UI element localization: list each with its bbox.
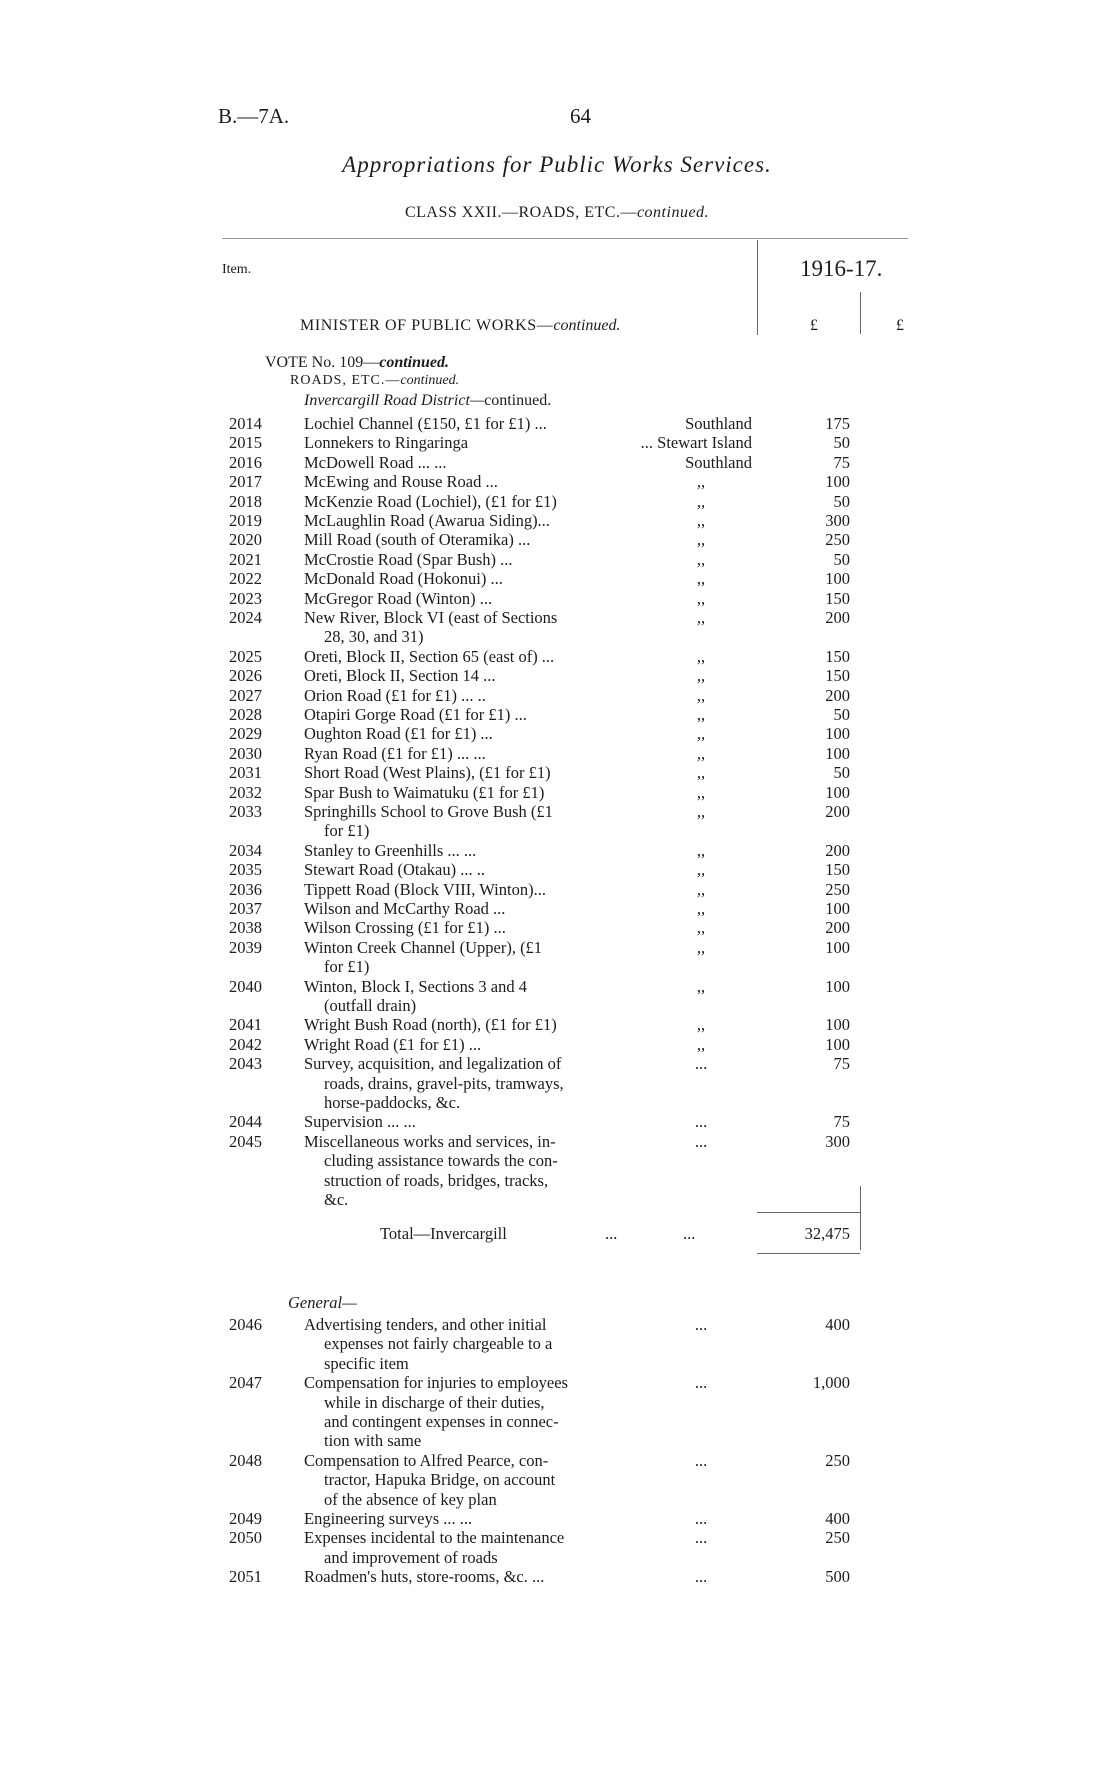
header-rule bbox=[222, 238, 908, 239]
item-amount: 75 bbox=[833, 1112, 850, 1132]
item-amount: 1,000 bbox=[812, 1373, 850, 1393]
item-description bbox=[304, 938, 626, 977]
item-amount: 175 bbox=[825, 414, 850, 433]
item-number: 2029 bbox=[229, 724, 262, 744]
item-description bbox=[304, 414, 626, 433]
item-place: ,, bbox=[696, 549, 706, 569]
item-description-line: Ryan Road (£1 for £1) ... ... bbox=[304, 743, 486, 763]
item-place: ... bbox=[694, 1315, 708, 1334]
item-number: 2041 bbox=[229, 1015, 262, 1035]
item-place: ... bbox=[694, 1450, 708, 1470]
item-place: ,, bbox=[696, 879, 706, 899]
item-number: 2017 bbox=[229, 472, 262, 492]
page-number: 64 bbox=[570, 104, 591, 128]
item-description bbox=[304, 724, 626, 743]
item-amount: 250 bbox=[825, 1528, 850, 1548]
document-code: B.—7A. bbox=[218, 104, 290, 128]
item-number: 2018 bbox=[229, 491, 262, 511]
item-description-line: McGregor Road (Winton) ... bbox=[304, 588, 493, 608]
item-place: ,, bbox=[696, 802, 706, 821]
item-description-line: Springhills School to Grove Bush (£1 bbox=[304, 802, 553, 821]
roads-heading bbox=[290, 373, 459, 389]
item-place: ... bbox=[694, 1112, 708, 1132]
item-place: ... bbox=[694, 1373, 708, 1393]
item-amount: 200 bbox=[825, 802, 850, 821]
item-description bbox=[304, 744, 626, 763]
item-place: ,, bbox=[696, 724, 706, 744]
item-description-line: McKenzie Road (Lochiel), (£1 for £1) bbox=[304, 491, 557, 511]
item-description bbox=[304, 530, 626, 549]
item-number: 2047 bbox=[229, 1373, 262, 1393]
item-description-line: Wright Bush Road (north), (£1 for £1) bbox=[304, 1015, 557, 1035]
item-description-line: Compensation to Alfred Pearce, con- bbox=[304, 1450, 549, 1470]
item-amount: 50 bbox=[833, 705, 850, 724]
item-number: 2039 bbox=[229, 937, 262, 957]
item-number: 2043 bbox=[229, 1054, 262, 1074]
item-amount: 400 bbox=[825, 1509, 850, 1528]
year-column-header: 1916-17. bbox=[800, 256, 883, 281]
item-description-line: Winton, Block I, Sections 3 and 4 bbox=[304, 976, 527, 996]
item-description bbox=[304, 433, 626, 452]
item-amount: 100 bbox=[825, 724, 850, 744]
item-description-line: McEwing and Rouse Road ... bbox=[304, 472, 498, 492]
item-description bbox=[304, 802, 626, 841]
item-description bbox=[304, 1567, 626, 1586]
item-place: ,, bbox=[696, 511, 706, 530]
item-place: ,, bbox=[696, 763, 706, 783]
item-description bbox=[304, 589, 626, 608]
vote-label: VOTE No. 109— bbox=[265, 354, 380, 371]
item-number: 2031 bbox=[229, 763, 262, 783]
item-place: ,, bbox=[696, 530, 706, 550]
item-description-line: struction of roads, bridges, tracks, bbox=[324, 1170, 549, 1190]
item-description bbox=[304, 550, 626, 569]
page-title: Appropriations for Public Works Services. bbox=[342, 152, 772, 177]
item-number: 2015 bbox=[229, 433, 262, 453]
total-rule-top bbox=[757, 1212, 860, 1213]
item-amount: 100 bbox=[825, 937, 850, 957]
item-description-line: McCrostie Road (Spar Bush) ... bbox=[304, 549, 513, 569]
item-place: ... bbox=[694, 1131, 708, 1151]
item-description-line: horse-paddocks, &c. bbox=[324, 1093, 461, 1112]
item-place: ... bbox=[694, 1528, 708, 1548]
item-description bbox=[304, 647, 626, 666]
total-dots: ... bbox=[683, 1224, 696, 1243]
item-number: 2023 bbox=[229, 588, 262, 608]
item-place: ,, bbox=[696, 1015, 706, 1035]
item-amount: 150 bbox=[825, 666, 850, 686]
item-place: ,, bbox=[696, 918, 706, 938]
vote-heading bbox=[265, 354, 449, 372]
item-description bbox=[304, 1528, 626, 1567]
pound-column-1: £ bbox=[810, 317, 818, 334]
item-description-line: McDonald Road (Hokonui) ... bbox=[304, 569, 503, 589]
item-place: ,, bbox=[696, 840, 706, 860]
item-amount: 300 bbox=[825, 511, 850, 530]
item-description bbox=[304, 569, 626, 588]
item-amount: 75 bbox=[833, 1054, 850, 1074]
item-number: 2048 bbox=[229, 1450, 262, 1470]
item-description-line: Expenses incidental to the maintenance bbox=[304, 1528, 565, 1548]
item-amount: 75 bbox=[833, 452, 850, 472]
item-place: Southland bbox=[685, 452, 752, 472]
item-description-line: 28, 30, and 31) bbox=[324, 627, 424, 647]
item-place: ,, bbox=[696, 743, 706, 763]
total-amount: 32,475 bbox=[804, 1224, 850, 1243]
item-number: 2020 bbox=[229, 530, 262, 550]
item-place: ,, bbox=[696, 899, 706, 918]
item-amount: 100 bbox=[825, 1015, 850, 1035]
item-place: ... bbox=[694, 1054, 708, 1074]
item-place: ,, bbox=[696, 937, 706, 957]
item-description bbox=[304, 1315, 626, 1373]
item-place: ,, bbox=[696, 491, 706, 511]
item-description bbox=[304, 841, 626, 860]
item-description-line: Wright Road (£1 for £1) ... bbox=[304, 1034, 482, 1054]
minister-heading-main: MINISTER OF PUBLIC WORKS— bbox=[300, 317, 554, 334]
item-description bbox=[304, 511, 626, 530]
item-amount: 50 bbox=[833, 491, 850, 511]
general-heading: General— bbox=[288, 1293, 357, 1312]
class-title bbox=[0, 204, 1114, 222]
item-number: 2028 bbox=[229, 705, 262, 724]
item-number: 2022 bbox=[229, 569, 262, 589]
item-column-header: Item. bbox=[222, 262, 252, 277]
item-amount: 250 bbox=[825, 879, 850, 899]
item-number: 2021 bbox=[229, 549, 262, 569]
minister-heading-continued: continued. bbox=[553, 317, 621, 334]
roads-label: ROADS, ETC.— bbox=[290, 373, 401, 388]
item-description-line: tractor, Hapuka Bridge, on account bbox=[324, 1470, 556, 1490]
district-heading bbox=[304, 392, 551, 410]
item-description bbox=[304, 880, 626, 899]
item-description-line: Advertising tenders, and other initial bbox=[304, 1315, 547, 1334]
vote-continued: continued. bbox=[379, 354, 450, 371]
item-place: ,, bbox=[696, 685, 706, 705]
total-rule-bottom bbox=[757, 1253, 860, 1254]
item-amount: 150 bbox=[825, 860, 850, 880]
item-amount: 50 bbox=[833, 549, 850, 569]
item-description-line: while in discharge of their duties, bbox=[324, 1392, 545, 1412]
item-amount: 100 bbox=[825, 472, 850, 492]
item-amount: 200 bbox=[825, 840, 850, 860]
item-description-line: Mill Road (south of Oteramika) ... bbox=[304, 530, 531, 550]
item-amount: 100 bbox=[825, 976, 850, 996]
item-description bbox=[304, 666, 626, 685]
item-description-line: Engineering surveys ... ... bbox=[304, 1509, 473, 1528]
item-place: ... Stewart Island bbox=[640, 433, 752, 453]
item-number: 2038 bbox=[229, 918, 262, 938]
column-divider bbox=[860, 292, 861, 334]
item-amount: 100 bbox=[825, 899, 850, 918]
item-number: 2024 bbox=[229, 608, 262, 627]
item-amount: 200 bbox=[825, 918, 850, 938]
item-description-line: Supervision ... ... bbox=[304, 1112, 416, 1132]
total-divider bbox=[860, 1186, 861, 1250]
item-amount: 50 bbox=[833, 433, 850, 453]
item-number: 2032 bbox=[229, 782, 262, 802]
item-description-line: Otapiri Gorge Road (£1 for £1) ... bbox=[304, 705, 527, 724]
item-number: 2049 bbox=[229, 1509, 262, 1528]
item-number: 2030 bbox=[229, 743, 262, 763]
item-description-line: &c. bbox=[324, 1190, 349, 1210]
item-number: 2046 bbox=[229, 1315, 262, 1334]
item-description-line: Oreti, Block II, Section 65 (east of) ... bbox=[304, 646, 555, 666]
item-description-line: Oughton Road (£1 for £1) ... bbox=[304, 724, 493, 744]
total-label: Total—Invercargill bbox=[380, 1224, 507, 1243]
item-place: ,, bbox=[696, 608, 706, 627]
item-description bbox=[304, 492, 626, 511]
item-amount: 200 bbox=[825, 685, 850, 705]
item-amount: 50 bbox=[833, 763, 850, 783]
item-place: ,, bbox=[696, 782, 706, 802]
district-label: Invercargill Road District— bbox=[304, 392, 485, 409]
item-description-line: Stanley to Greenhills ... ... bbox=[304, 840, 477, 860]
item-number: 2034 bbox=[229, 840, 262, 860]
item-amount: 100 bbox=[825, 782, 850, 802]
item-description-line: and contingent expenses in connec- bbox=[324, 1412, 559, 1431]
item-place: ,, bbox=[696, 705, 706, 724]
item-description bbox=[304, 705, 626, 724]
item-description bbox=[304, 1112, 626, 1131]
item-number: 2044 bbox=[229, 1112, 262, 1132]
item-description bbox=[304, 1373, 626, 1451]
item-description-line: Survey, acquisition, and legalization of bbox=[304, 1054, 562, 1074]
item-amount: 200 bbox=[825, 608, 850, 627]
roads-continued: continued. bbox=[400, 373, 460, 388]
item-description-line: Wilson and McCarthy Road ... bbox=[304, 899, 506, 918]
item-description-line: roads, drains, gravel-pits, tramways, bbox=[324, 1073, 564, 1093]
item-place: ,, bbox=[696, 976, 706, 996]
item-description-line: McDowell Road ... ... bbox=[304, 452, 447, 472]
item-number: 2036 bbox=[229, 879, 262, 899]
item-amount: 100 bbox=[825, 1034, 850, 1054]
pound-column-2: £ bbox=[896, 317, 904, 334]
item-number: 2040 bbox=[229, 976, 262, 996]
item-description-line: Wilson Crossing (£1 for £1) ... bbox=[304, 918, 506, 938]
item-number: 2050 bbox=[229, 1528, 262, 1548]
item-description bbox=[304, 1132, 626, 1210]
item-description bbox=[304, 472, 626, 491]
item-place: ,, bbox=[696, 860, 706, 880]
item-description bbox=[304, 783, 626, 802]
item-place: ... bbox=[694, 1509, 708, 1528]
item-amount: 150 bbox=[825, 588, 850, 608]
item-description bbox=[304, 1015, 626, 1034]
item-description bbox=[304, 1035, 626, 1054]
item-number: 2033 bbox=[229, 802, 262, 821]
item-description-line: Orion Road (£1 for £1) ... .. bbox=[304, 685, 486, 705]
item-description-line: for £1) bbox=[324, 957, 370, 977]
item-description-line: Roadmen's huts, store-rooms, &c. ... bbox=[304, 1567, 545, 1587]
item-number: 2016 bbox=[229, 452, 262, 472]
item-description-line: for £1) bbox=[324, 821, 370, 841]
item-description-line: Lonnekers to Ringaringa bbox=[304, 433, 469, 453]
item-description-line: Compensation for injuries to employees bbox=[304, 1373, 568, 1393]
item-description-line: Tippett Road (Block VIII, Winton)... bbox=[304, 879, 546, 899]
item-amount: 250 bbox=[825, 1450, 850, 1470]
item-place: ,, bbox=[696, 588, 706, 608]
item-description bbox=[304, 918, 626, 937]
item-description bbox=[304, 453, 626, 472]
item-description-line: cluding assistance towards the con- bbox=[324, 1151, 558, 1171]
minister-heading bbox=[300, 317, 621, 335]
item-amount: 300 bbox=[825, 1131, 850, 1151]
item-number: 2025 bbox=[229, 646, 262, 666]
item-amount: 150 bbox=[825, 646, 850, 666]
item-amount: 400 bbox=[825, 1315, 850, 1334]
item-description-line: New River, Block VI (east of Sections bbox=[304, 608, 558, 627]
item-number: 2026 bbox=[229, 666, 262, 686]
item-description-line: Short Road (West Plains), (£1 for £1) bbox=[304, 763, 551, 783]
item-amount: 100 bbox=[825, 743, 850, 763]
total-dots: ... bbox=[605, 1224, 618, 1243]
item-amount: 500 bbox=[825, 1567, 850, 1587]
item-amount: 100 bbox=[825, 569, 850, 589]
item-description-line: Miscellaneous works and services, in- bbox=[304, 1131, 556, 1151]
item-place: ,, bbox=[696, 646, 706, 666]
item-number: 2014 bbox=[229, 414, 262, 433]
item-description-line: McLaughlin Road (Awarua Siding)... bbox=[304, 511, 550, 530]
item-number: 2045 bbox=[229, 1131, 262, 1151]
item-place: ... bbox=[694, 1567, 708, 1587]
item-description bbox=[304, 860, 626, 879]
item-description-line: Winton Creek Channel (Upper), (£1 bbox=[304, 937, 543, 957]
item-number: 2037 bbox=[229, 899, 262, 918]
item-place: ,, bbox=[696, 1034, 706, 1054]
item-description-line: Spar Bush to Waimatuku (£1 for £1) bbox=[304, 782, 545, 802]
item-description bbox=[304, 608, 626, 647]
item-place: ,, bbox=[696, 569, 706, 589]
item-description-line: (outfall drain) bbox=[324, 996, 417, 1015]
item-description-line: Stewart Road (Otakau) ... .. bbox=[304, 860, 485, 880]
item-number: 2027 bbox=[229, 685, 262, 705]
item-description bbox=[304, 899, 626, 918]
class-title-main: CLASS XXII.—ROADS, ETC.— bbox=[404, 204, 637, 221]
item-number: 2035 bbox=[229, 860, 262, 880]
item-description bbox=[304, 1054, 626, 1112]
item-description-line: of the absence of key plan bbox=[324, 1489, 497, 1509]
item-number: 2042 bbox=[229, 1034, 262, 1054]
column-divider bbox=[757, 240, 758, 335]
item-amount: 250 bbox=[825, 530, 850, 550]
class-title-continued: continued. bbox=[636, 204, 710, 221]
item-description bbox=[304, 686, 626, 705]
item-description-line: specific item bbox=[324, 1353, 409, 1373]
item-description-line: and improvement of roads bbox=[324, 1547, 498, 1567]
district-continued: continued. bbox=[484, 392, 552, 409]
item-description bbox=[304, 1451, 626, 1509]
item-description bbox=[304, 763, 626, 782]
item-description bbox=[304, 977, 626, 1016]
item-number: 2051 bbox=[229, 1567, 262, 1587]
item-description-line: Oreti, Block II, Section 14 ... bbox=[304, 666, 496, 686]
item-description-line: tion with same bbox=[324, 1431, 422, 1451]
item-description bbox=[304, 1509, 626, 1528]
item-place: ,, bbox=[696, 666, 706, 686]
item-place: Southland bbox=[685, 414, 752, 433]
item-description-line: expenses not fairly chargeable to a bbox=[324, 1334, 553, 1354]
item-description-line: Lochiel Channel (£150, £1 for £1) ... bbox=[304, 414, 547, 433]
item-number: 2019 bbox=[229, 511, 262, 530]
item-place: ,, bbox=[696, 472, 706, 492]
